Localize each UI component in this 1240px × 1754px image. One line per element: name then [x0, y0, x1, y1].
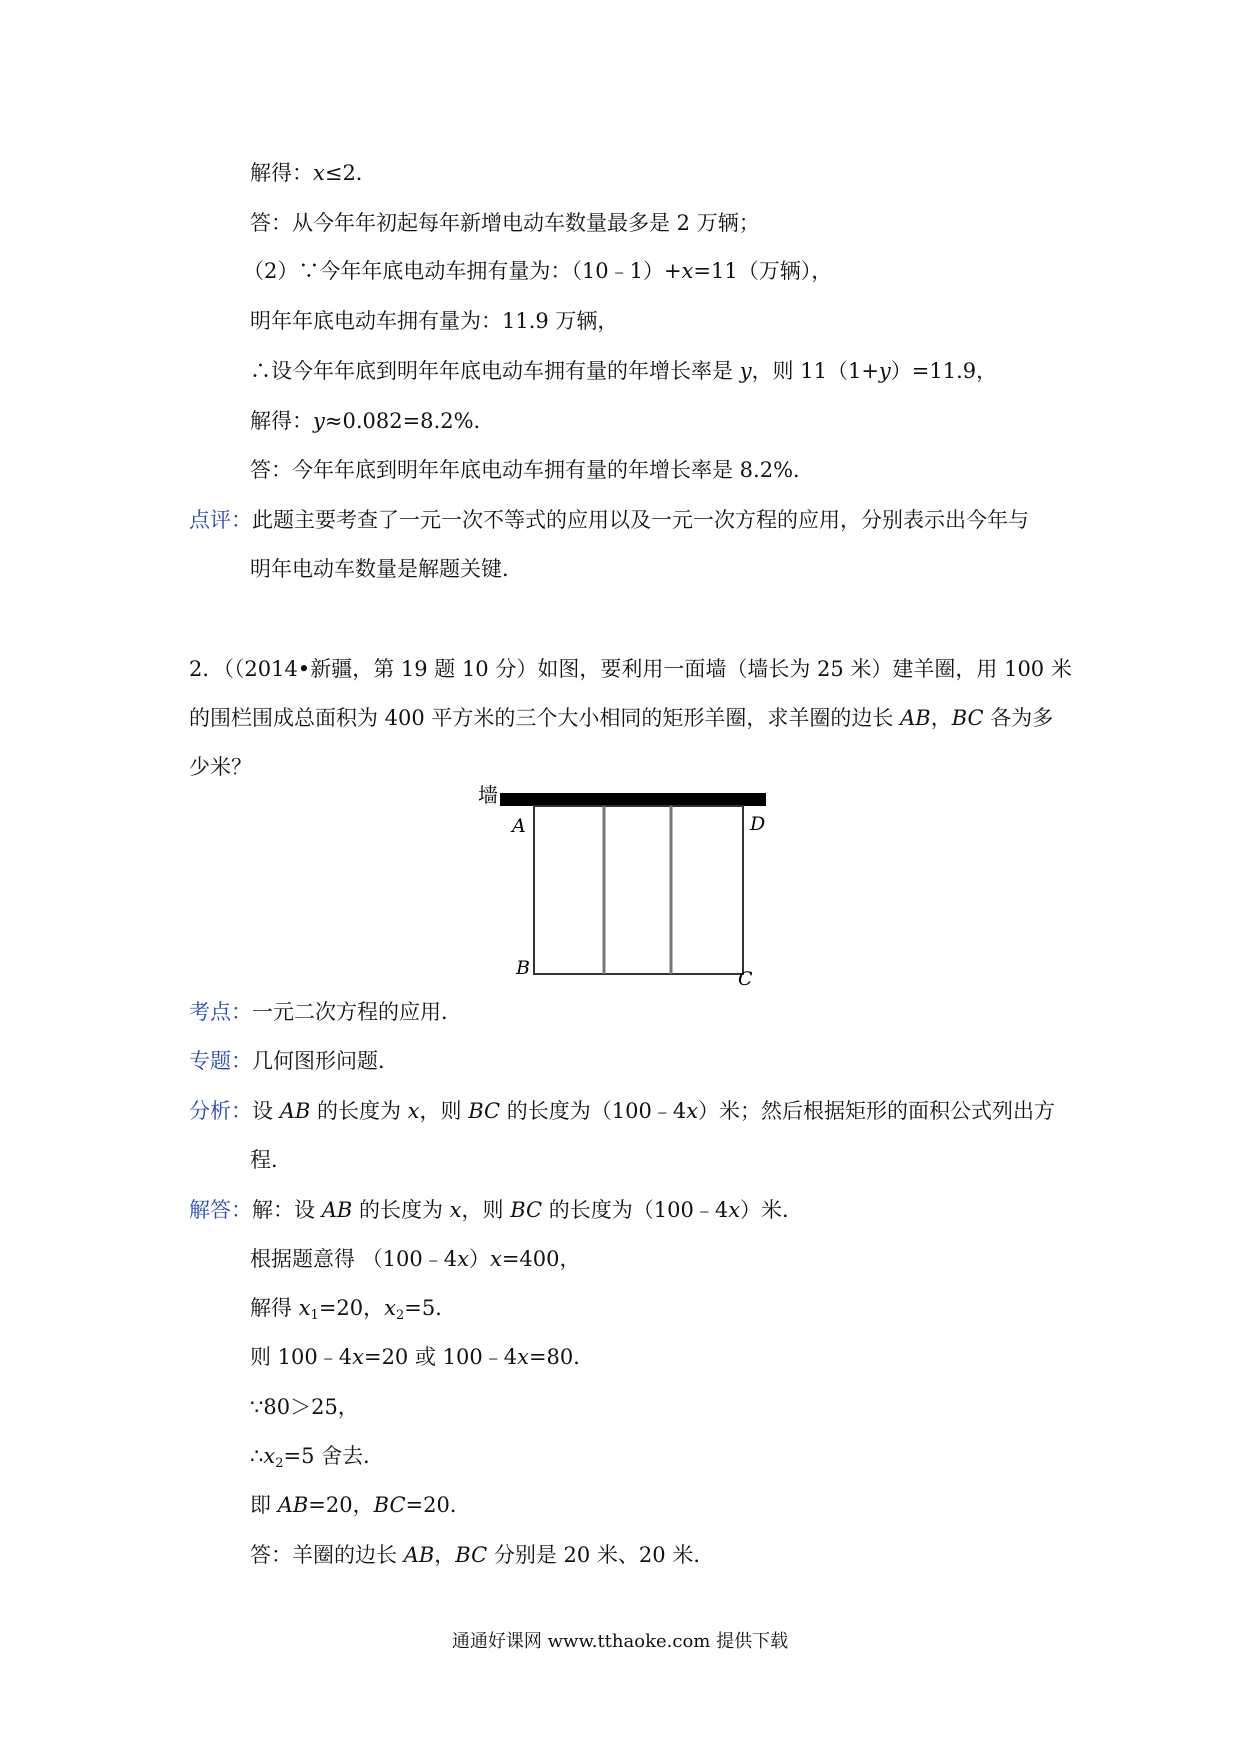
text-line: 明年电动车数量是解题关键． — [250, 557, 523, 581]
text-line: 解得：y≈0.082=8.2%． — [250, 409, 495, 433]
text-line: ∵80＞25， — [250, 1395, 359, 1419]
sheep-pen-figure — [470, 782, 780, 992]
label-a: A — [512, 815, 526, 837]
text-line: 答：从今年年初起每年新增电动车数量最多是 2 万辆； — [250, 211, 760, 235]
text-line: ∴设今年年底到明年年底电动车拥有量的年增长率是 y，则 11（1+y）=11.9， — [250, 359, 998, 383]
text-line: $\therefore x_2=5$ 舍去． — [250, 1444, 385, 1471]
pen-outline — [534, 806, 743, 974]
text-line: 解得：x≤2． — [250, 161, 377, 185]
page-footer: 通通好课网 www.tthaoke.com 提供下载 — [451, 1631, 789, 1652]
zhuanti-line: 专题：几何图形问题． — [189, 1049, 399, 1073]
text-line: （2）∵今年年底电动车拥有量为：（10﹣1）+x=11（万辆）， — [243, 259, 833, 283]
text-line: 解得 $x_1=20$，$x_2=5$． — [250, 1296, 457, 1323]
wall-label: 墙 — [478, 783, 498, 807]
jieda-line: 解答：解：设 AB 的长度为 x，则 BC 的长度为（100﹣4x）米． — [189, 1198, 804, 1222]
text-line: 根据题意得 （100﹣4x）x=400， — [250, 1247, 581, 1271]
question-line: 2．（（2014•新疆，第 19 题 10 分）如图，要利用一面墙（墙长为 25 米）建羊圈，用 100 米 — [189, 657, 1072, 681]
comment-line: 点评：此题主要考查了一元一次不等式的应用以及一元一次方程的应用，分别表示出今年与 — [189, 508, 1029, 532]
text-line: 答：今年年底到明年年底电动车拥有量的年增长率是 8.2%． — [250, 458, 815, 482]
label-c: C — [738, 968, 753, 990]
text-line: 则 100﹣4x=20 或 100﹣4x=80． — [250, 1345, 595, 1369]
comment-label: 点评： — [189, 508, 252, 532]
label-d: D — [750, 813, 766, 835]
question-line: 少米？ — [189, 755, 252, 779]
label-b: B — [516, 957, 530, 979]
wall — [500, 793, 766, 806]
text-line: 答：羊圈的边长 AB，BC 分别是 20 米、20 米． — [250, 1543, 715, 1567]
text-line: 明年年底电动车拥有量为：11.9 万辆， — [250, 309, 619, 333]
text-line: 程． — [250, 1148, 292, 1172]
fenxi-line: 分析：设 AB 的长度为 x，则 BC 的长度为（100﹣4x）米；然后根据矩形的面积公式列出方 — [189, 1099, 1056, 1123]
kaodian-line: 考点：一元二次方程的应用． — [189, 1000, 462, 1024]
text-line: 即 AB=20，BC=20． — [250, 1493, 471, 1517]
question-line: 的围栏围成总面积为 400 平方米的三个大小相同的矩形羊圈，求羊圈的边长 AB，BC 各为多 — [189, 706, 1054, 730]
